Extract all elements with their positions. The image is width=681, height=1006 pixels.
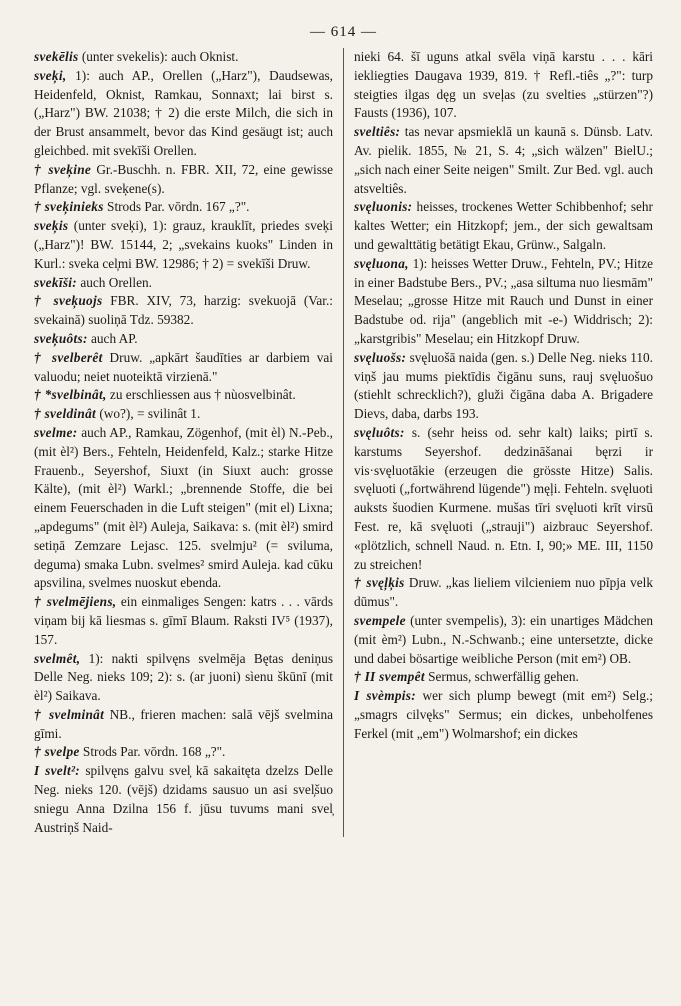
dictionary-entry [34,330,333,349]
entry-headword: † svelminât [34,706,105,722]
entry-text: Druw. „apkārt šaudīties ar darbiem vai valuodu; neiet nuoteiktā virzienā." [34,349,333,384]
dictionary-entry [354,48,653,123]
entry-headword: svęluonis: [354,199,413,215]
dictionary-entry [354,424,653,574]
dictionary-entry [354,574,653,612]
entry-headword: sveltiês: [354,124,401,140]
entry-text: 1): nakti spilvęns svelmēja Bętas deniņus Delle Neg. nieks 109; 2): s. (ar juoni) sìenu škūnī (mit èl²) Saikava. [34,650,333,704]
entry-text: (unter svempelis), 3): ein unartiges Mädchen (mit èm²) Lubn., N.-Schwanb.; eine untersetzte, dicke und dabei bösartige weibliche Person (mit em²) OB. [354,612,653,666]
dictionary-entry [34,217,333,273]
dictionary-entry [34,48,333,67]
left-column [34,48,343,837]
dictionary-entry [34,762,333,837]
entry-text: NB., frieren machen: salā vējš svelmina gīmi. [34,706,333,741]
dictionary-entry [34,161,333,199]
entry-headword: svelmêt, [34,650,81,666]
columns [34,48,653,837]
dictionary-entry [34,405,333,424]
entry-text: spilvęns galvu svel̦ kā sakaitęta dzelzs Delle Neg. nieks 120. (vējš) dzidams sausuo un asi svel̦šuo sniegu Anna Dzilna 156 f. jūsu tuvums mani svel̦ Austriņš Naid- [34,763,333,835]
entry-headword: svęluôts: [354,424,405,440]
dictionary-entry [354,123,653,198]
entry-headword: † svelmējiens, [34,594,117,610]
entry-headword: I svelt²: [34,763,80,779]
entry-headword: svekīši: [34,274,78,290]
entry-text: wer sich plump bewegt (mit em²) Selg.; „smagrs cilvęks" Sermus; ein dickes, unbeholfenes Ferkel (mit „em") Wolmarshof; ein dickes [354,688,653,741]
entry-headword: † *svelbinât, [34,387,107,403]
entry-text: nieki 64. šī uguns atkal svēla viņā karstu . . . kāri iekliegties Daugava 1939, 819. † Refl.-tiês „?": turp steigties ilgas dęg un sveļas (zu svelties „stürzen"?) Fausts (1936), 107. [354,49,653,121]
dictionary-entry [354,668,653,687]
entry-text: Strods Par. vōrdn. 167 „?". [103,199,250,215]
entry-text: (wo?), = svilinât 1. [96,406,201,422]
entry-headword: † sveķuojs [34,293,103,309]
dictionary-entry [34,198,333,217]
entry-headword: sveķi, [34,67,67,83]
dictionary-entry [354,612,653,668]
entry-headword: sveķuôts: [34,330,88,346]
entry-headword: † sveķinieks [34,199,104,215]
entry-headword: svelme: [34,424,78,440]
entry-text: auch AP. [87,330,138,346]
dictionary-entry [34,706,333,744]
entry-text: ein einmaliges Sengen: katrs . . . vārds viņam bij kā liesmas s. gīmī Blaum. Raksti IV⁵ (1937), 157. [34,594,333,647]
page-number: — 614 — [310,24,377,40]
entry-text: (unter svekelis): auch Oknist. [78,49,239,64]
entry-text: FBR. XIV, 73, harzig: svekuojā (Var.: svekainā) suoliņā Tdz. 59382. [34,293,333,328]
dictionary-entry [34,292,333,330]
entry-text: 1): heisses Wetter Druw., Fehteln, PV.; Hitze in einer Badstube Bers., PV.; „asa siltuma nuo liesmām" Meselau; „grosse Hitze mit Rauch und Dunst in einer Badstube od. rija" (angeblich mit -e-) Widdrisch; 2): „karstgribis" Meselau; ein Hitzkopf Druw. [354,255,653,346]
entry-text: tas nevar apsmieklā un kaunā s. Dünsb. Latv. Av. pielik. 1855, № 21, S. 4; „sich wälzen" BielU.; „sich nach einer Seite neigen" Smilt. Zur Bed. vgl. auch atsveltiês. [354,124,653,196]
dictionary-entry [34,593,333,649]
dictionary-entry [354,255,653,349]
entry-text: Strods Par. vōrdn. 168 „?". [79,744,226,760]
dictionary-entry [34,650,333,706]
entry-headword: svęluona, [354,255,409,271]
entry-text: Sermus, schwerfällig gehen. [424,669,579,685]
entry-headword: I svèmpis: [354,688,416,704]
entry-headword: † sveķine [34,161,92,177]
entry-text: Druw. „kas lieliem vilcieniem nuo pīpja velk dūmus". [354,575,653,610]
dictionary-entry [34,67,333,161]
dictionary-entry [34,743,333,762]
right-column [343,48,653,837]
entry-text: s. (sehr heiss od. sehr kalt) laiks; pirtī s. karstums Seyershof. dedzināšanai bęrzi ir vis·svęluotākie (erzeugen die grösste Hitze) Salis. svęluoti („fortwährend lügende") męļi. Fehteln. svęluoti auksts šuodien Kurmene. mušas tīri svęluoti krīt virsū Fest. re, kā svęluoti („strauji") aizbrauc Seyershof. «plötzlich, schnell Naud. n. Etn. I, 90;» ME. III, 1150 zu streichen! [354,424,653,572]
entry-headword: † sveldinât [34,406,97,422]
dictionary-entry [34,274,333,293]
entry-text: heisses, trockenes Wetter Schibbenhof; sehr kaltes Wetter; ein Hitzkopf; jem., der sich gewaltsam und gewalttätig betätigt Ekau, Grünw., Salgaln. [354,199,653,252]
dictionary-entry [354,687,653,743]
entry-text: svęluošā naida (gen. s.) Delle Neg. nieks 110. viņš jau mums piektīdis čigānu suns, rauj svęluošuo (stiehlt schrecklich?), gluži čigāna daba A. Brigadere Dievs, daba, darbs 193. [354,349,653,422]
dictionary-entry [34,424,333,593]
entry-text: auch Orellen. [77,274,152,290]
entry-headword: svęluošs: [354,349,407,365]
dictionary-entry [354,349,653,424]
entry-text: Gr.-Buschh. n. FBR. XII, 72, eine gewisse Pflanze; vgl. sveķene(s). [34,161,333,196]
dictionary-entry [34,386,333,405]
entry-text: auch AP., Ramkau, Zögenhof, (mit èl) N.-Peb., (mit èl²) Bers., Fehteln, Heidenfeld, Kalz.; starke Hitze Frauenb., Seyershof, Siuxt (in Siuxt auch: grosse Kälte), (mit èl²) Warkl.; „brennende Stoffe, die bei einem Feuerschaden in die Luft steigen" (mit el) Lixna; „apdegums" (mit èl²) Auleja, Saikava: s. (mit èl²) smird setiņā Zemzare Lejasc. 125. svelmju² (= svilumа, degumа) smaka Lubn. svelmes² smird Auleja. kad cūku apsvilina, svelmes nuoskut ebenda. [34,424,333,591]
entry-headword: svekēlis [34,49,79,64]
entry-headword: † svęļķis [354,575,405,591]
entry-headword: † svelberêt [34,349,103,365]
entry-headword: † II svempêt [354,669,425,685]
entry-headword: † svelpe [34,744,80,760]
entry-headword: sveķis [34,218,69,234]
entry-headword: svempele [354,612,406,628]
entry-text: 1): auch AP., Orellen („Harz"), Daudsewas, Heidenfeld, Oknist, Ramkau, Sonnaxt; lai birst s. („Harz") BW. 21038; † 2) die erste Milch, die sich in der Brust ansammelt, bevor das Kind gesäugt ist; auch gleichbed. mit svekīši Orellen. [34,67,333,158]
entry-text: zu erschliessen aus † nùosvelbinât. [106,387,296,403]
dictionary-entry [354,198,653,254]
entry-text: (unter sveķi), 1): grauz, krauklīt, priedes sveķi („Harz")! BW. 15144, 2; „svekains kuoks" Linden in Kurl.: sveka cel̦mi BW. 12986; † 2) = svekīši Druw. [34,218,333,271]
dictionary-entry [34,349,333,387]
